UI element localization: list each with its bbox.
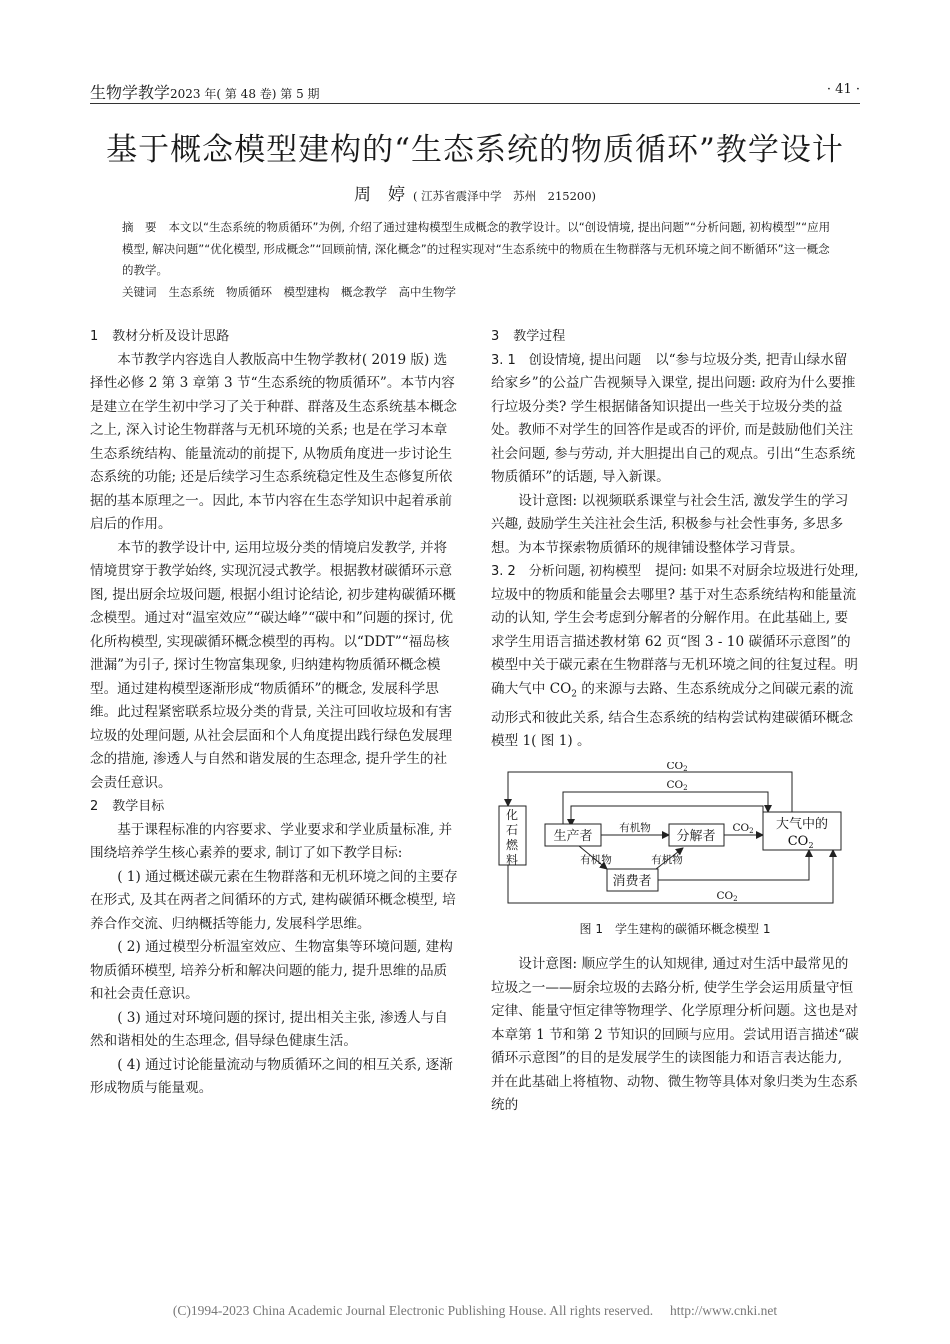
fossil-char-3: 燃: [505, 837, 519, 852]
section-3-1-intent: 设计意图: 以视频联系课堂与社会生活, 激发学生的学习兴趣, 鼓励学生关注社会生活, 积极参与社会性事务, 多思多想。为本节探索物质循环的规律铺设整体学习背景。: [491, 492, 849, 556]
co2-top-text: CO: [666, 761, 684, 772]
section-1-paragraph-2: 本节的教学设计中, 运用垃圾分类的情境启发教学, 并将情境贯穿于教学始终, 实现沉浸式教学。根据教材碳循环示意图, 提出厨余垃圾问题, 根据小组讨论结论, 初步建构碳循环概念模型。通过对“温室效应”“碳达峰”“碳中和”问题的探讨, 优化所构模型, 实现碳循环概念模型的再构。以“DDT”“福岛核泄漏”为引子, 探讨生物富集现象, 归纳建构物质循环概念模型。通过建构模型逐渐形成“物质循环”的概念, 发展科学思维。此过程紧密联系垃圾分类的背景, 关注可回收垃圾和有害垃圾的处理问题, 从社会层面和个人角度提出践行绿色发展理念的措施, 渗透人与自然和谐发展的生态理念, 提升学生的社会责任意识。: [90, 539, 456, 791]
organic-label-3: 有机物: [651, 853, 683, 866]
atmosphere-label-line1: 大气中的: [775, 816, 829, 832]
figure-caption: [491, 918, 859, 942]
figure-caption-number: 图 1: [579, 921, 603, 936]
section-3-2-heading: 3. 2 分析问题, 初构模型: [491, 564, 642, 579]
abstract-label: 摘 要: [122, 220, 157, 234]
producer-label: 生产者: [553, 828, 593, 844]
section-2-heading: 2 教学目标: [90, 799, 165, 814]
section-3-2-intent: 设计意图: 顺应学生的认知规律, 通过对生活中最常见的垃圾之一——厨余垃圾的去路分析, 使学生学会运用质量守恒定律、能量守恒定律等物理学、化学原理分析问题。这也是对本章第 1 节和第 2 节知识的回顾与应用。尝试用语言描述“碳循环示意图”的目的是发展学生的读图能力和语言表达能力, 并在此基础上将植物、动物、微生物等具体对象归类为生态系统的: [491, 956, 859, 1114]
fossil-char-4: 料: [505, 852, 519, 867]
section-3-1-heading: 3. 1 创设情境, 提出问题: [491, 352, 642, 368]
left-column: [90, 325, 458, 1101]
fossil-fuel-label: [506, 808, 519, 867]
section-3-2-text-b: 的来源与去路、生态系统成分之间碳元素的流动形式和彼此关系, 结合生态系统的结构尝试构建碳循环概念模型 1( 图 1) 。: [491, 680, 854, 750]
goal-1: ( 1) 通过概述碳元素在生物群落和无机环境之间的主要存在形式, 及其在两者之间循环的方式, 建构碳循环概念模型, 培养合作交流、归纳概括等能力, 发展科学思维。: [90, 868, 458, 932]
co2-label-second: [666, 779, 687, 792]
abstract-text: 本文以“生态系统的物质循环”为例, 介绍了通过建构模型生成概念的教学设计。以“创设情境, 提出问题”“分析问题, 初构模型”“应用模型, 解决问题”“优化模型, 形成概念”“回顾前情, 深化概念”的过程实现对“生态系统中的物质在生物群落与无机环境之间不断循环”这一概念的教学。: [122, 220, 831, 277]
consumer-label: 消费者: [612, 873, 652, 889]
co2-top-sub: 2: [683, 764, 688, 773]
keywords-text: 生态系统 物质循环 模型建构 概念教学 高中生物学: [168, 284, 456, 299]
co2-second-text: CO: [666, 778, 684, 791]
right-column: [491, 325, 859, 1118]
co2-label-top: [666, 762, 687, 773]
fossil-char-2: 石: [505, 822, 519, 837]
organic-label-1: 有机物: [619, 821, 651, 834]
section-3-heading: 3 教学过程: [491, 329, 566, 344]
author-line: [0, 180, 950, 205]
co2-bottom-sub: 2: [733, 894, 738, 903]
atmosphere-label-co: CO: [787, 833, 809, 849]
organic-label-2: 有机物: [580, 853, 612, 866]
abstract: [122, 217, 838, 282]
goal-3: ( 3) 通过对环境问题的探讨, 提出相关主张, 渗透人与自然和谐相处的生态理念, 倡导绿色健康生活。: [90, 1009, 448, 1049]
co2-dec-sub: 2: [749, 826, 754, 835]
section-1-heading: 1 教材分析及设计思路: [90, 329, 230, 344]
keywords: [122, 282, 838, 304]
carbon-cycle-diagram: [491, 762, 859, 912]
carbon-cycle-figure: [491, 762, 859, 912]
section-3-2: [491, 560, 859, 754]
goal-2: ( 2) 通过模型分析温室效应、生物富集等环境问题, 建构物质循环模型, 培养分析和解决问题的能力, 提升思维的品质和社会责任意识。: [90, 939, 453, 1002]
co2-dec-text: CO: [732, 821, 750, 834]
copyright-footer: (C)1994-2023 China Academic Journal Electronic Publishing House. All rights reserved. http://www.cnki.net: [172, 1303, 778, 1318]
fossil-char-1: 化: [505, 807, 519, 822]
figure-caption-text: 学生建构的碳循环概念模型 1: [615, 921, 771, 936]
author-affiliation: ( 江苏省震泽中学 苏州 215200): [412, 189, 597, 203]
section-2-paragraph-1: 基于课程标准的内容要求、学业要求和学业质量标准, 并围绕培养学生核心素养的要求, 制订了如下教学目标:: [90, 821, 453, 861]
arrow-atmosphere-to-fossil: [505, 772, 792, 822]
journal-title: 生物学教学2023 年( 第 48 卷) 第 5 期: [90, 83, 320, 102]
co2-label-bottom: [716, 890, 737, 903]
section-1-paragraph-1: 本节教学内容选自人教版高中生物学教材( 2019 版) 选择性必修 2 第 3 章第 3 节“生态系统的物质循环”。本节内容是建立在学生初中学习了关于种群、群落及生态系统基本概念之上, 深入讨论生物群落与无机环境的关系; 也是在学习本章生态系统结构、能量流动的前提下, 从物质角度进一步讨论生态系统的功能; 还是后续学习生态系统稳定性及生态修复所依据的基本原理之一。因此, 本节内容在生态学知识中起着承前启后的作用。: [90, 351, 458, 532]
goal-4: ( 4) 通过讨论能量流动与物质循环之间的相互关系, 逐渐形成物质与能量观。: [90, 1056, 453, 1096]
co2-label-decomposer: [732, 822, 753, 835]
article-title: 基于概念模型建构的“生态系统的物质循环”教学设计: [106, 132, 844, 168]
decomposer-label: 分解者: [676, 828, 716, 844]
keywords-label: 关键词: [122, 284, 157, 299]
header-rule: [90, 103, 860, 104]
running-header: [90, 80, 860, 104]
page-number: · 41 ·: [826, 82, 860, 97]
section-3-1-text: 以“参与垃圾分类, 把青山绿水留给家乡”的公益广告视频导入课堂, 提出问题: 政府为什么要推行垃圾分类? 学生根据储备知识提出一些关于垃圾分类的益处。教师不对学生的回答作是或否的评价, 而是鼓励他们关注社会问题, 参与劳动, 并大胆提出自己的观点。引出“生态系统物质循环”的话题, 导入新课。: [491, 351, 856, 485]
journal-volume: 2023 年( 第 48 卷) 第 5 期: [170, 87, 320, 101]
atmosphere-label-sub: 2: [808, 840, 814, 850]
section-3-1: [491, 349, 859, 490]
abstract-block: [122, 217, 838, 303]
co2-second-sub: 2: [683, 783, 688, 792]
co2-subscript: 2: [571, 689, 577, 700]
section-3-2-text-a: 提问: 如果不对厨余垃圾进行处理, 垃圾中的物质和能量会去哪里? 基于对生态系统结构和能量流动的认知, 学生会考虑到分解者的分解作用。在此基础上, 要求学生用语言描述教材第 62 页“图 3 - 10 碳循环示意图”的模型中关于碳元素在生物群落与无机环境之间的往复过程。明确大气中 CO: [491, 563, 859, 697]
author-name: 周 婷: [353, 185, 405, 205]
co2-bottom-text: CO: [716, 889, 734, 902]
